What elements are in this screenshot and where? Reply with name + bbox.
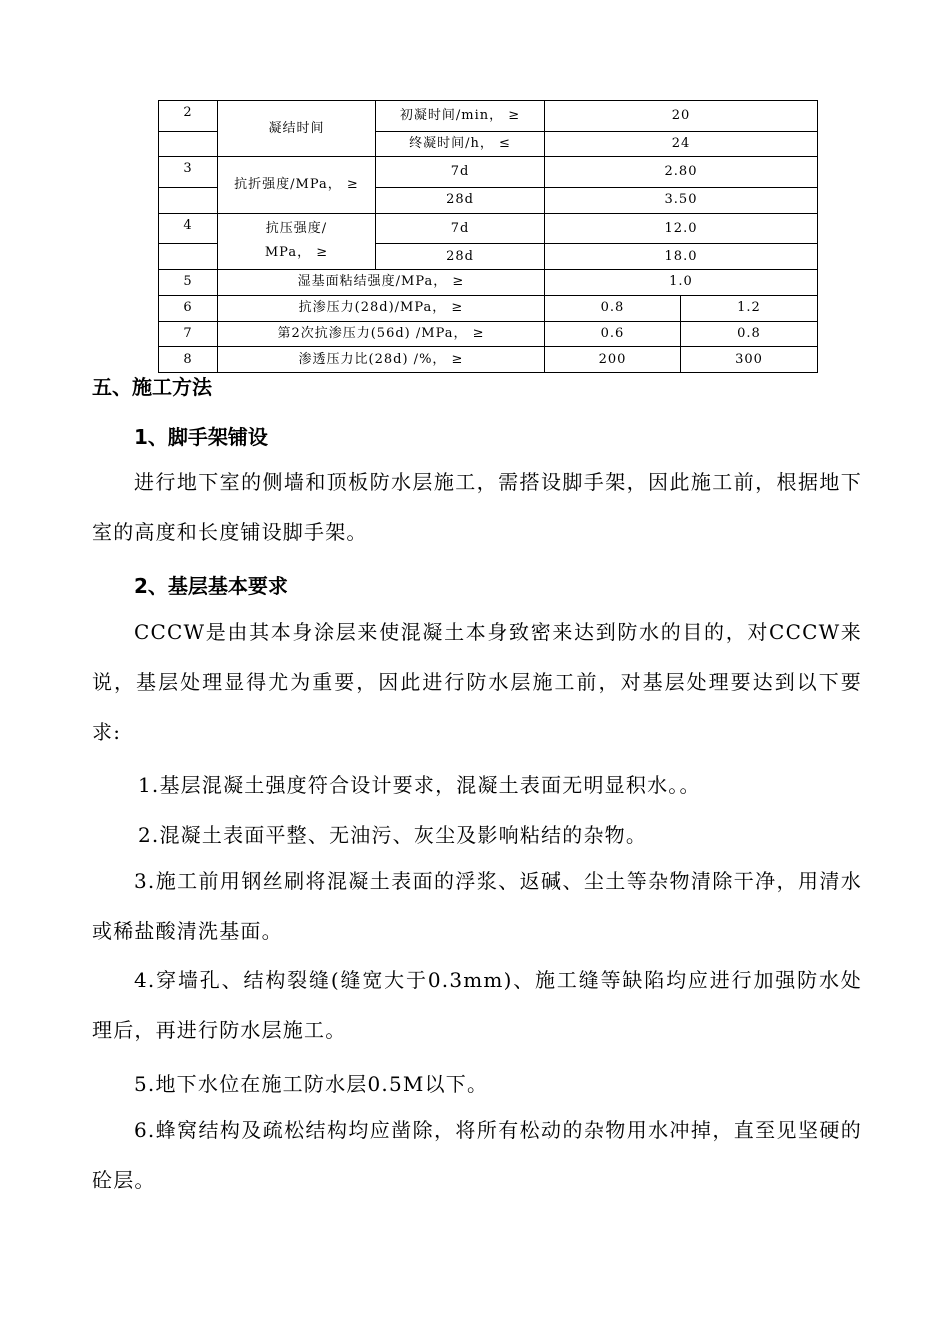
sub-item-cell: 7d bbox=[376, 157, 545, 188]
table-row bbox=[159, 347, 818, 373]
paragraph bbox=[92, 457, 862, 557]
row-number: 7 bbox=[159, 321, 218, 347]
item-cell: 凝结时间 bbox=[218, 101, 376, 157]
sub-item-cell: 初凝时间/min， ≥ bbox=[376, 101, 545, 132]
list-item: 2.混凝土表面平整、无油污、灰尘及影响粘结的杂物。 bbox=[138, 823, 648, 847]
item-cell bbox=[218, 213, 376, 269]
table-row bbox=[159, 213, 818, 244]
sub-item-cell: 28d bbox=[376, 188, 545, 214]
value-cell: 1.2 bbox=[681, 295, 818, 321]
value-cell: 0.8 bbox=[545, 295, 681, 321]
value-cell: 200 bbox=[545, 347, 681, 373]
item-line: 抗压强度/ bbox=[265, 221, 328, 237]
sub-item-cell: 7d bbox=[376, 213, 545, 244]
row-number bbox=[159, 188, 218, 214]
value-cell: 0.8 bbox=[681, 321, 818, 347]
item-cell: 抗渗压力(28d)/MPa， ≥ bbox=[218, 295, 545, 321]
list-item: 1.基层混凝土强度符合设计要求，混凝土表面无明显积水。。 bbox=[138, 773, 701, 797]
list-item: 6.蜂窝结构及疏松结构均应凿除，将所有松动的杂物用水冲掉，直至见坚硬的砼层。 bbox=[92, 1118, 862, 1192]
value-cell: 3.50 bbox=[545, 188, 818, 214]
value-cell: 0.6 bbox=[545, 321, 681, 347]
paragraph bbox=[92, 856, 862, 956]
item-cell: 第2次抗渗压力(56d) /MPa， ≥ bbox=[218, 321, 545, 347]
subsection-heading: 1、脚手架铺设 bbox=[134, 425, 268, 449]
table-row bbox=[159, 101, 818, 132]
spec-table bbox=[158, 100, 818, 373]
value-cell: 300 bbox=[681, 347, 818, 373]
section-heading: 五、施工方法 bbox=[92, 375, 212, 399]
value-cell: 24 bbox=[545, 131, 818, 157]
paragraph-text: CCCW是由其本身涂层来使混凝土本身致密来达到防水的目的，对CCCW来说，基层处理显得尤为重要，因此进行防水层施工前，对基层处理要达到以下要求: bbox=[92, 620, 862, 744]
row-number: 6 bbox=[159, 295, 218, 321]
row-number bbox=[159, 244, 218, 270]
paragraph-text: 进行地下室的侧墙和顶板防水层施工，需搭设脚手架，因此施工前，根据地下室的高度和长度铺设脚手架。 bbox=[92, 470, 862, 544]
paragraph bbox=[92, 955, 862, 1055]
item-cell: 渗透压力比(28d) /%， ≥ bbox=[218, 347, 545, 373]
table-row bbox=[159, 321, 818, 347]
paragraph bbox=[92, 607, 862, 757]
table-row bbox=[159, 270, 818, 296]
item-line: MPa， ≥ bbox=[264, 245, 329, 261]
table-row bbox=[159, 157, 818, 188]
row-number: 4 bbox=[159, 213, 218, 244]
value-cell: 20 bbox=[545, 101, 818, 132]
value-cell: 12.0 bbox=[545, 213, 818, 244]
row-number: 3 bbox=[159, 157, 218, 188]
item-cell: 湿基面粘结强度/MPa， ≥ bbox=[218, 270, 545, 296]
row-number: 2 bbox=[159, 101, 218, 132]
paragraph bbox=[92, 1105, 862, 1205]
table-row bbox=[159, 295, 818, 321]
sub-item-cell: 终凝时间/h， ≤ bbox=[376, 131, 545, 157]
item-cell: 抗折强度/MPa， ≥ bbox=[218, 157, 376, 213]
row-number: 8 bbox=[159, 347, 218, 373]
list-item: 4.穿墙孔、结构裂缝(缝宽大于0.3mm)、施工缝等缺陷均应进行加强防水处理后，再进行防水层施工。 bbox=[92, 968, 862, 1042]
value-cell: 2.80 bbox=[545, 157, 818, 188]
list-item: 5.地下水位在施工防水层0.5M以下。 bbox=[134, 1072, 489, 1096]
row-number bbox=[159, 131, 218, 157]
subsection-heading: 2、基层基本要求 bbox=[134, 574, 288, 598]
value-cell: 1.0 bbox=[545, 270, 818, 296]
row-number: 5 bbox=[159, 270, 218, 296]
sub-item-cell: 28d bbox=[376, 244, 545, 270]
value-cell: 18.0 bbox=[545, 244, 818, 270]
list-item: 3.施工前用钢丝刷将混凝土表面的浮浆、返碱、尘土等杂物清除干净，用清水或稀盐酸清洗基面。 bbox=[92, 869, 862, 943]
